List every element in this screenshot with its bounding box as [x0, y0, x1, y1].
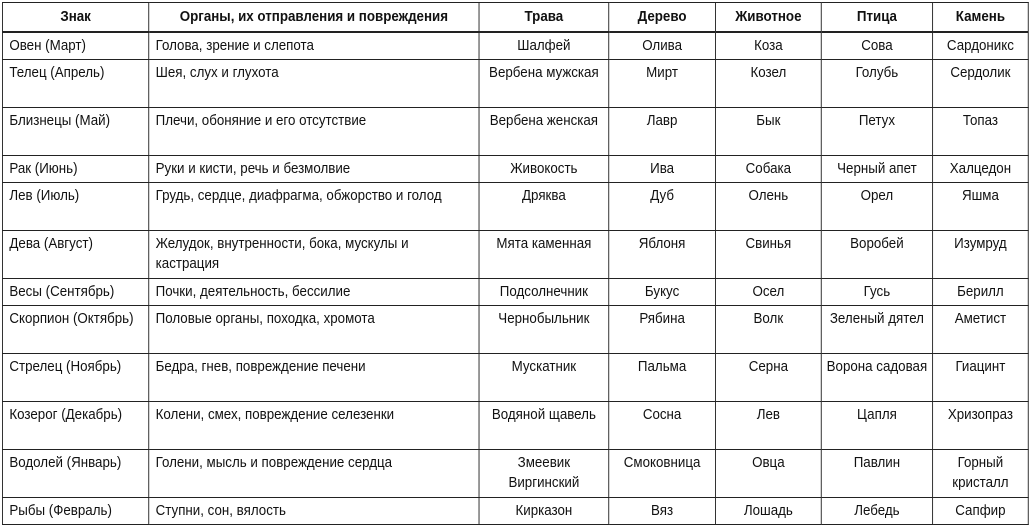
- animal-cell: Лошадь: [715, 498, 821, 525]
- tree-cell: Сосна: [609, 402, 716, 450]
- stone-cell: Сардоникс: [933, 32, 1029, 60]
- zodiac-correspondence-table: [2, 2, 1029, 525]
- bird-cell: Цапля: [821, 402, 932, 450]
- herb-cell: Дряква: [479, 183, 609, 231]
- table-row: [2, 306, 1028, 354]
- animal-cell: Свинья: [715, 231, 821, 279]
- bird-cell: Петух: [821, 108, 932, 156]
- tree-cell: Лавр: [609, 108, 716, 156]
- organs-cell: Почки, деятельность, бессилие: [149, 279, 479, 306]
- tree-cell: Смоковница: [609, 450, 716, 498]
- tree-cell: Букус: [609, 279, 716, 306]
- sign-cell: Рак (Июнь): [2, 156, 148, 183]
- stone-cell: Топаз: [933, 108, 1029, 156]
- bird-cell: Голубь: [821, 60, 932, 108]
- bird-cell: Зеленый дятел: [821, 306, 932, 354]
- table-row: [2, 60, 1028, 108]
- stone-cell: Изумруд: [933, 231, 1029, 279]
- table-row: [2, 156, 1028, 183]
- table-row: [2, 108, 1028, 156]
- sign-cell: Козерог (Декабрь): [2, 402, 148, 450]
- stone-cell: Сапфир: [933, 498, 1029, 525]
- header-herb: Трава: [479, 3, 609, 33]
- bird-cell: Черный апет: [821, 156, 932, 183]
- stone-cell: Яшма: [933, 183, 1029, 231]
- animal-cell: Лев: [715, 402, 821, 450]
- animal-cell: Бык: [715, 108, 821, 156]
- tree-cell: Дуб: [609, 183, 716, 231]
- tree-cell: Вяз: [609, 498, 716, 525]
- herb-cell: Мускатник: [479, 354, 609, 402]
- header-bird: Птица: [821, 3, 932, 33]
- bird-cell: Сова: [821, 32, 932, 60]
- tree-cell: Пальма: [609, 354, 716, 402]
- table-row: [2, 279, 1028, 306]
- animal-cell: Овца: [715, 450, 821, 498]
- animal-cell: Козел: [715, 60, 821, 108]
- herb-cell: Вербена мужская: [479, 60, 609, 108]
- stone-cell: Халцедон: [933, 156, 1029, 183]
- herb-cell: Шалфей: [479, 32, 609, 60]
- stone-cell: Хризопраз: [933, 402, 1029, 450]
- bird-cell: Лебедь: [821, 498, 932, 525]
- animal-cell: Коза: [715, 32, 821, 60]
- organs-cell: Желудок, внутренности, бока, мускулы и кастрация: [149, 231, 479, 279]
- header-organs: Органы, их отправления и повреждения: [149, 3, 479, 33]
- tree-cell: Олива: [609, 32, 716, 60]
- bird-cell: Павлин: [821, 450, 932, 498]
- stone-cell: Берилл: [933, 279, 1029, 306]
- bird-cell: Воробей: [821, 231, 932, 279]
- organs-cell: Шея, слух и глухота: [149, 60, 479, 108]
- stone-cell: Горный кристалл: [933, 450, 1029, 498]
- bird-cell: Орел: [821, 183, 932, 231]
- stone-cell: Сердолик: [933, 60, 1029, 108]
- table-row: [2, 354, 1028, 402]
- header-sign: Знак: [2, 3, 148, 33]
- tree-cell: Яблоня: [609, 231, 716, 279]
- tree-cell: Ива: [609, 156, 716, 183]
- organs-cell: Руки и кисти, речь и безмолвие: [149, 156, 479, 183]
- sign-cell: Стрелец (Ноябрь): [2, 354, 148, 402]
- animal-cell: Олень: [715, 183, 821, 231]
- sign-cell: Рыбы (Февраль): [2, 498, 148, 525]
- bird-cell: Гусь: [821, 279, 932, 306]
- sign-cell: Скорпион (Октябрь): [2, 306, 148, 354]
- stone-cell: Аметист: [933, 306, 1029, 354]
- tree-cell: Рябина: [609, 306, 716, 354]
- header-animal: Животное: [715, 3, 821, 33]
- table-row: [2, 231, 1028, 279]
- sign-cell: Близнецы (Май): [2, 108, 148, 156]
- sign-cell: Телец (Апрель): [2, 60, 148, 108]
- header-row: [2, 3, 1028, 33]
- herb-cell: Змеевик Виргинский: [479, 450, 609, 498]
- sign-cell: Весы (Сентябрь): [2, 279, 148, 306]
- herb-cell: Подсолнечник: [479, 279, 609, 306]
- herb-cell: Мята каменная: [479, 231, 609, 279]
- table-row: [2, 402, 1028, 450]
- header-stone: Камень: [933, 3, 1029, 33]
- sign-cell: Дева (Август): [2, 231, 148, 279]
- table-row: [2, 450, 1028, 498]
- organs-cell: Голени, мысль и повреждение сердца: [149, 450, 479, 498]
- organs-cell: Плечи, обоняние и его отсутствие: [149, 108, 479, 156]
- tree-cell: Мирт: [609, 60, 716, 108]
- animal-cell: Серна: [715, 354, 821, 402]
- sign-cell: Лев (Июль): [2, 183, 148, 231]
- herb-cell: Чернобыльник: [479, 306, 609, 354]
- organs-cell: Грудь, сердце, диафрагма, обжорство и голод: [149, 183, 479, 231]
- header-tree: Дерево: [609, 3, 716, 33]
- bird-cell: Ворона садовая: [821, 354, 932, 402]
- animal-cell: Собака: [715, 156, 821, 183]
- herb-cell: Водяной щавель: [479, 402, 609, 450]
- table-row: [2, 32, 1028, 60]
- herb-cell: Живокость: [479, 156, 609, 183]
- animal-cell: Волк: [715, 306, 821, 354]
- stone-cell: Гиацинт: [933, 354, 1029, 402]
- sign-cell: Овен (Март): [2, 32, 148, 60]
- animal-cell: Осел: [715, 279, 821, 306]
- organs-cell: Половые органы, походка, хромота: [149, 306, 479, 354]
- organs-cell: Голова, зрение и слепота: [149, 32, 479, 60]
- sign-cell: Водолей (Январь): [2, 450, 148, 498]
- herb-cell: Кирказон: [479, 498, 609, 525]
- herb-cell: Вербена женская: [479, 108, 609, 156]
- table-row: [2, 183, 1028, 231]
- organs-cell: Ступни, сон, вялость: [149, 498, 479, 525]
- organs-cell: Колени, смех, повреждение селезенки: [149, 402, 479, 450]
- table-row: [2, 498, 1028, 525]
- organs-cell: Бедра, гнев, повреждение печени: [149, 354, 479, 402]
